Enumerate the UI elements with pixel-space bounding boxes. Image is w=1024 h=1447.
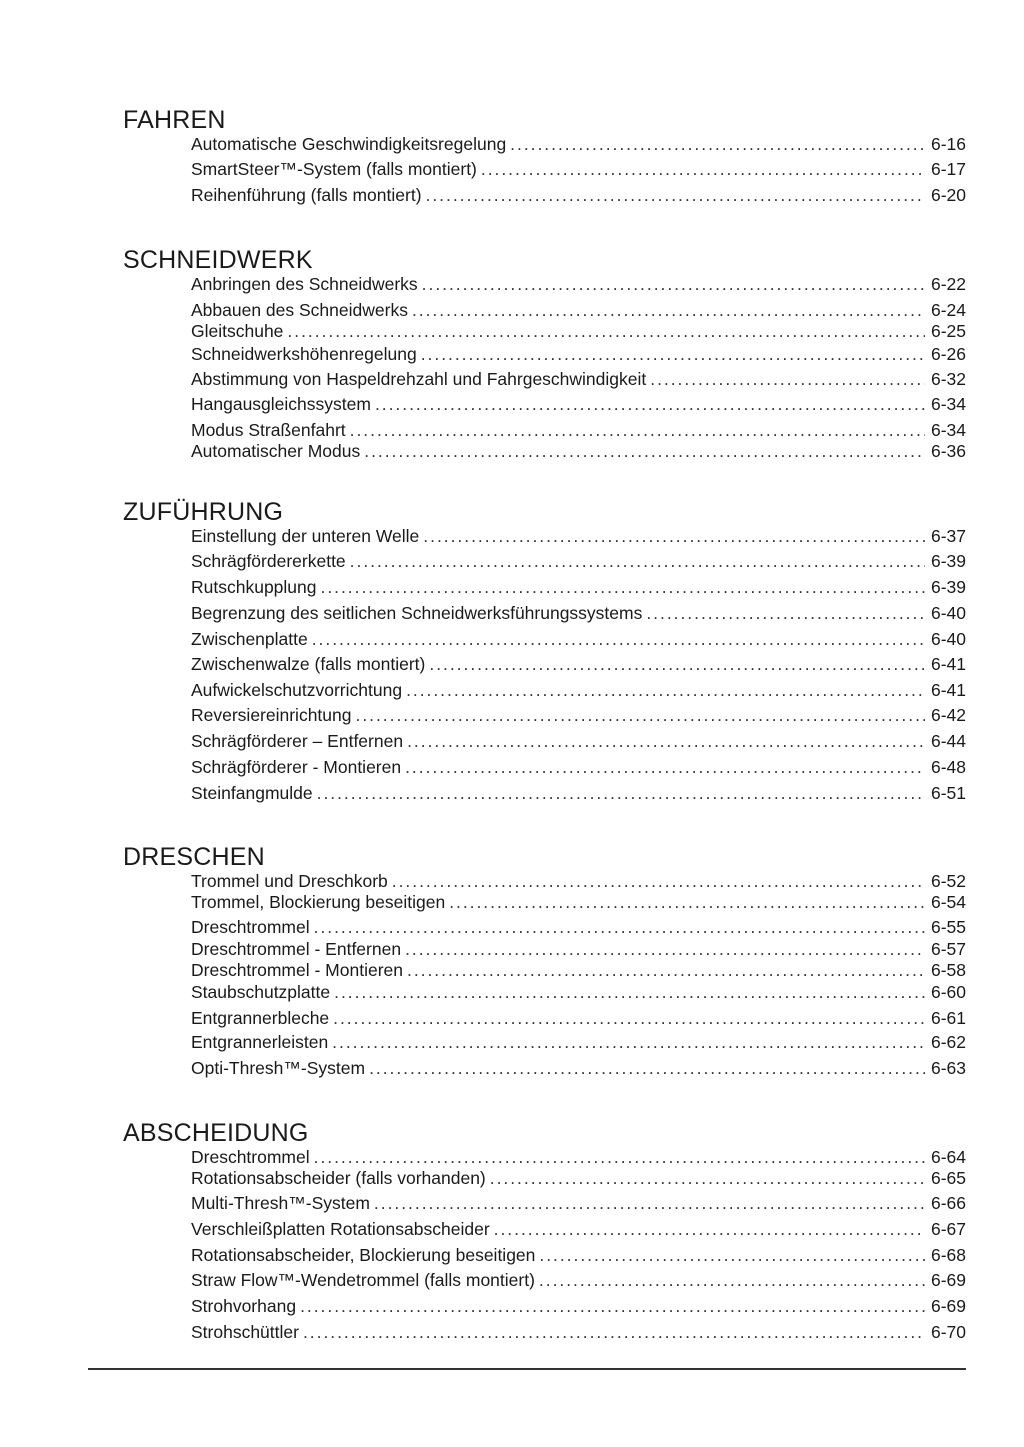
toc-entry-page-number: 6-68	[930, 1245, 966, 1265]
dot-leader	[406, 679, 925, 701]
toc-entry[interactable]	[191, 1295, 966, 1317]
toc-entry-page-number: 6-40	[930, 629, 966, 649]
toc-entry-page-number: 6-62	[930, 1032, 966, 1052]
toc-entry-page-number: 6-51	[930, 783, 966, 803]
dot-leader	[481, 158, 925, 180]
dot-leader	[405, 938, 925, 960]
toc-entry[interactable]	[191, 133, 966, 155]
toc-entry[interactable]	[191, 782, 966, 804]
toc-entry-label: Automatischer Modus	[191, 441, 361, 461]
toc-entry-page-number: 6-16	[930, 134, 966, 154]
toc-entry-label: Rotationsabscheider (falls vorhanden)	[191, 1168, 486, 1188]
dot-leader	[321, 576, 925, 598]
toc-entry-label: Trommel, Blockierung beseitigen	[191, 892, 446, 912]
dot-leader	[350, 550, 925, 572]
toc-entry-page-number: 6-41	[930, 680, 966, 700]
dot-leader	[539, 1244, 925, 1266]
dot-leader	[300, 1295, 925, 1317]
footer-rule	[88, 1368, 966, 1370]
toc-entry-label: Begrenzung des seitlichen Schneidwerksführungssystems	[191, 603, 643, 623]
toc-entry-page-number: 6-34	[930, 420, 966, 440]
toc-entry-label: Dreschtrommel - Entfernen	[191, 939, 402, 959]
toc-entry-label: Verschleißplatten Rotationsabscheider	[191, 1219, 490, 1239]
dot-leader	[369, 1057, 925, 1079]
toc-entry[interactable]	[191, 1269, 966, 1291]
toc-entry[interactable]	[191, 653, 966, 675]
toc-entry-label: Abbauen des Schneidwerks	[191, 300, 408, 320]
dot-leader	[303, 1321, 925, 1343]
toc-entry-page-number: 6-40	[930, 603, 966, 623]
dot-leader	[510, 133, 925, 155]
toc-entry-page-number: 6-70	[930, 1322, 966, 1342]
toc-entry-page-number: 6-24	[930, 300, 966, 320]
toc-entry-page-number: 6-64	[930, 1147, 966, 1167]
section-title: ZUFÜHRUNG	[123, 498, 284, 526]
dot-leader	[334, 981, 925, 1003]
toc-entry-page-number: 6-61	[930, 1008, 966, 1028]
toc-entry[interactable]	[191, 1057, 966, 1079]
toc-entry-label: Dreschtrommel - Montieren	[191, 960, 403, 980]
dot-leader	[405, 756, 925, 778]
toc-entry[interactable]	[191, 1218, 966, 1240]
toc-entry[interactable]	[191, 368, 966, 390]
toc-entry-page-number: 6-60	[930, 982, 966, 1002]
toc-entry-label: Zwischenwalze (falls montiert)	[191, 654, 426, 674]
toc-entry[interactable]	[191, 320, 966, 342]
toc-entry-page-number: 6-36	[930, 441, 966, 461]
toc-entry[interactable]	[191, 525, 966, 547]
dot-leader	[426, 184, 925, 206]
dot-leader	[314, 916, 925, 938]
dot-leader	[646, 602, 925, 624]
section-title: SCHNEIDWERK	[123, 246, 313, 274]
dot-leader	[407, 959, 925, 981]
toc-entry-page-number: 6-67	[930, 1219, 966, 1239]
toc-entry-label: Strohschüttler	[191, 1322, 299, 1342]
toc-entry-label: Reihenführung (falls montiert)	[191, 185, 422, 205]
toc-entry-label: Straw Flow™-Wendetrommel (falls montiert)	[191, 1270, 535, 1290]
dot-leader	[650, 368, 925, 390]
dot-leader	[423, 525, 925, 547]
dot-leader	[364, 440, 925, 462]
toc-entry[interactable]	[191, 299, 966, 321]
toc-entry[interactable]	[191, 628, 966, 650]
toc-entry[interactable]	[191, 393, 966, 415]
dot-leader	[312, 628, 925, 650]
toc-entry[interactable]	[191, 679, 966, 701]
dot-leader	[332, 1031, 925, 1053]
toc-entry-label: Schrägförderer - Montieren	[191, 757, 402, 777]
toc-entry[interactable]	[191, 870, 966, 892]
toc-entry-label: Anbringen des Schneidwerks	[191, 274, 418, 294]
dot-leader	[333, 1007, 925, 1029]
section-title: DRESCHEN	[123, 843, 265, 871]
toc-entry-page-number: 6-44	[930, 731, 966, 751]
dot-leader	[317, 782, 925, 804]
toc-entry-page-number: 6-34	[930, 394, 966, 414]
toc-entry-label: Strohvorhang	[191, 1296, 297, 1316]
toc-entry[interactable]	[191, 730, 966, 752]
toc-entry-page-number: 6-39	[930, 577, 966, 597]
dot-leader	[429, 653, 925, 675]
toc-entry-label: Entgrannerleisten	[191, 1032, 329, 1052]
toc-entry-label: SmartSteer™-System (falls montiert)	[191, 159, 477, 179]
toc-entry[interactable]	[191, 602, 966, 624]
toc-entry[interactable]	[191, 273, 966, 295]
dot-leader	[287, 320, 925, 342]
toc-entry-label: Steinfangmulde	[191, 783, 313, 803]
dot-leader	[412, 299, 925, 321]
toc-entry-label: Gleitschuhe	[191, 321, 284, 341]
toc-entry-label: Schneidwerkshöhenregelung	[191, 344, 417, 364]
toc-entry[interactable]	[191, 158, 966, 180]
toc-entry-label: Rotationsabscheider, Blockierung beseitigen	[191, 1245, 536, 1265]
toc-entry-page-number: 6-37	[930, 526, 966, 546]
dot-leader	[490, 1167, 925, 1189]
toc-entry-page-number: 6-41	[930, 654, 966, 674]
toc-entry-page-number: 6-39	[930, 551, 966, 571]
toc-entry-page-number: 6-22	[930, 274, 966, 294]
toc-entry[interactable]	[191, 891, 966, 913]
dot-leader	[375, 393, 925, 415]
toc-entry-label: Dreschtrommel	[191, 917, 310, 937]
toc-entry-page-number: 6-58	[930, 960, 966, 980]
dot-leader	[407, 730, 925, 752]
toc-entry-label: Abstimmung von Haspeldrehzahl und Fahrgeschwindigkeit	[191, 369, 647, 389]
toc-entry[interactable]	[191, 938, 966, 960]
toc-entry-page-number: 6-57	[930, 939, 966, 959]
toc-entry-page-number: 6-69	[930, 1270, 966, 1290]
dot-leader	[494, 1218, 925, 1240]
toc-entry-page-number: 6-17	[930, 159, 966, 179]
section-title: FAHREN	[123, 106, 226, 134]
toc-entry-label: Einstellung der unteren Welle	[191, 526, 420, 546]
toc-entry-page-number: 6-66	[930, 1193, 966, 1213]
toc-entry-page-number: 6-52	[930, 871, 966, 891]
dot-leader	[449, 891, 925, 913]
toc-entry[interactable]	[191, 576, 966, 598]
toc-entry-label: Aufwickelschutzvorrichtung	[191, 680, 403, 700]
dot-leader	[539, 1269, 925, 1291]
toc-entry[interactable]	[191, 981, 966, 1003]
toc-entry[interactable]	[191, 916, 966, 938]
toc-entry[interactable]	[191, 550, 966, 572]
toc-entry-page-number: 6-63	[930, 1058, 966, 1078]
toc-entry-page-number: 6-32	[930, 369, 966, 389]
toc-entry-page-number: 6-65	[930, 1168, 966, 1188]
toc-entry-page-number: 6-54	[930, 892, 966, 912]
toc-entry[interactable]	[191, 1146, 966, 1168]
toc-entry-label: Automatische Geschwindigkeitsregelung	[191, 134, 507, 154]
toc-entry-label: Hangausgleichssystem	[191, 394, 371, 414]
dot-leader	[392, 870, 925, 892]
toc-entry[interactable]	[191, 440, 966, 462]
dot-leader	[374, 1192, 925, 1214]
toc-entry[interactable]	[191, 959, 966, 981]
toc-entry[interactable]	[191, 1031, 966, 1053]
toc-entry-label: Schrägförderer – Entfernen	[191, 731, 404, 751]
toc-entry-label: Reversiereinrichtung	[191, 705, 352, 725]
toc-entry[interactable]	[191, 1007, 966, 1029]
section-title: ABSCHEIDUNG	[123, 1119, 309, 1147]
toc-entry-label: Zwischenplatte	[191, 629, 308, 649]
dot-leader	[314, 1146, 925, 1168]
toc-entry-label: Schrägfördererkette	[191, 551, 346, 571]
toc-entry-label: Modus Straßenfahrt	[191, 420, 346, 440]
dot-leader	[350, 419, 925, 441]
toc-entry[interactable]	[191, 756, 966, 778]
toc-entry[interactable]	[191, 1167, 966, 1189]
toc-entry-page-number: 6-25	[930, 321, 966, 341]
toc-entry[interactable]	[191, 343, 966, 365]
toc-entry-page-number: 6-26	[930, 344, 966, 364]
toc-entry-label: Trommel und Dreschkorb	[191, 871, 388, 891]
toc-entry[interactable]	[191, 1244, 966, 1266]
toc-entry-page-number: 6-69	[930, 1296, 966, 1316]
dot-leader	[422, 273, 925, 295]
dot-leader	[421, 343, 925, 365]
toc-entry[interactable]	[191, 1321, 966, 1343]
toc-entry-label: Multi-Thresh™-System	[191, 1193, 370, 1213]
toc-entry[interactable]	[191, 419, 966, 441]
toc-entry-label: Staubschutzplatte	[191, 982, 331, 1002]
toc-entry-page-number: 6-48	[930, 757, 966, 777]
toc-entry[interactable]	[191, 184, 966, 206]
toc-entry-page-number: 6-20	[930, 185, 966, 205]
toc-entry-page-number: 6-42	[930, 705, 966, 725]
toc-entry-page-number: 6-55	[930, 917, 966, 937]
toc-entry[interactable]	[191, 704, 966, 726]
dot-leader	[356, 704, 925, 726]
toc-entry-label: Rutschkupplung	[191, 577, 317, 597]
toc-entry-label: Dreschtrommel	[191, 1147, 310, 1167]
toc-entry-label: Opti-Thresh™-System	[191, 1058, 366, 1078]
toc-entry-label: Entgrannerbleche	[191, 1008, 330, 1028]
toc-entry[interactable]	[191, 1192, 966, 1214]
